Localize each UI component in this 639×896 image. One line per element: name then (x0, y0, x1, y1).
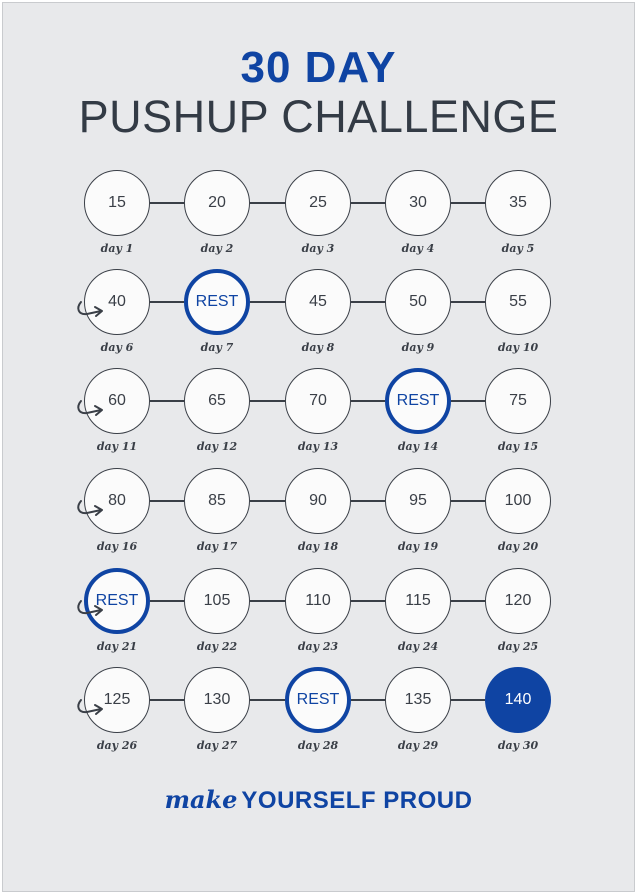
day-circle: 85 (184, 468, 250, 534)
day-label: day 1 (100, 242, 134, 255)
connector-line (250, 202, 285, 204)
title-pushup-challenge: PUSHUP CHALLENGE (78, 91, 559, 142)
day-label: day 3 (301, 242, 335, 255)
day-label: day 24 (397, 640, 439, 653)
challenge-sheet (2, 2, 635, 892)
day-label: day 13 (297, 440, 339, 453)
day-label: day 6 (100, 341, 134, 354)
connector-line (150, 202, 184, 204)
curved-arrow-icon (75, 698, 109, 720)
connector-line (451, 301, 485, 303)
day-circle: 55 (485, 269, 551, 335)
connector-line (250, 400, 285, 402)
rest-day-circle: REST (285, 667, 351, 733)
connector-line (250, 500, 285, 502)
rest-day-circle: REST (84, 568, 150, 634)
connector-line (250, 301, 285, 303)
day-label: day 5 (501, 242, 535, 255)
curved-arrow-icon (75, 499, 109, 521)
day-circle: 20 (184, 170, 250, 236)
day-label: day 2 (200, 242, 234, 255)
day-label: day 7 (200, 341, 234, 354)
curved-arrow-icon (75, 599, 109, 621)
connector-line (150, 699, 184, 701)
day-circle: 65 (184, 368, 250, 434)
connector-line (351, 400, 385, 402)
day-label: day 22 (196, 640, 238, 653)
connector-line (351, 699, 385, 701)
day-circle: 120 (485, 568, 551, 634)
day-circle: 15 (84, 170, 150, 236)
day-label: day 12 (196, 440, 238, 453)
day-circle: 135 (385, 667, 451, 733)
day-circle: 130 (184, 667, 250, 733)
final-day-circle: 140 (485, 667, 551, 733)
day-label: day 26 (96, 739, 138, 752)
day-label: day 28 (297, 739, 339, 752)
connector-line (351, 301, 385, 303)
day-circle: 95 (385, 468, 451, 534)
connector-line (451, 699, 485, 701)
connector-line (451, 400, 485, 402)
connector-line (150, 500, 184, 502)
day-circle: 80 (84, 468, 150, 534)
day-label: day 29 (397, 739, 439, 752)
connector-line (150, 301, 184, 303)
day-circle: 70 (285, 368, 351, 434)
connector-line (351, 600, 385, 602)
title-30-day: 30 DAY (240, 43, 397, 92)
day-label: day 16 (96, 540, 138, 553)
connector-line (451, 202, 485, 204)
day-label: day 4 (401, 242, 435, 255)
connector-line (451, 600, 485, 602)
day-label: day 9 (401, 341, 435, 354)
connector-line (351, 202, 385, 204)
day-circle: 100 (485, 468, 551, 534)
connector-line (451, 500, 485, 502)
day-label: day 27 (196, 739, 238, 752)
connector-line (150, 400, 184, 402)
rest-day-circle: REST (385, 368, 451, 434)
day-label: day 21 (96, 640, 138, 653)
day-circle: 115 (385, 568, 451, 634)
day-circle: 50 (385, 269, 451, 335)
day-circle: 75 (485, 368, 551, 434)
day-label: day 10 (497, 341, 539, 354)
day-label: day 14 (397, 440, 439, 453)
connector-line (150, 600, 184, 602)
footer-bold-words: YOURSELF PROUD (241, 787, 473, 814)
footer-slogan (3, 785, 634, 815)
day-circle: 40 (84, 269, 150, 335)
footer-script-word: make (164, 785, 238, 814)
day-label: day 23 (297, 640, 339, 653)
day-label: day 25 (497, 640, 539, 653)
curved-arrow-icon (75, 399, 109, 421)
day-circle: 60 (84, 368, 150, 434)
connector-line (351, 500, 385, 502)
day-label: day 19 (397, 540, 439, 553)
day-circle: 105 (184, 568, 250, 634)
day-circle: 45 (285, 269, 351, 335)
curved-arrow-icon (75, 300, 109, 322)
day-grid (3, 3, 634, 891)
day-label: day 17 (196, 540, 238, 553)
day-circle: 35 (485, 170, 551, 236)
day-label: day 15 (497, 440, 539, 453)
day-circle: 30 (385, 170, 451, 236)
day-circle: 90 (285, 468, 351, 534)
day-label: day 20 (497, 540, 539, 553)
day-label: day 18 (297, 540, 339, 553)
connector-line (250, 600, 285, 602)
connector-line (250, 699, 285, 701)
rest-day-circle: REST (184, 269, 250, 335)
day-label: day 30 (497, 739, 539, 752)
day-label: day 8 (301, 341, 335, 354)
day-circle: 25 (285, 170, 351, 236)
day-circle: 110 (285, 568, 351, 634)
day-circle: 125 (84, 667, 150, 733)
day-label: day 11 (96, 440, 138, 453)
